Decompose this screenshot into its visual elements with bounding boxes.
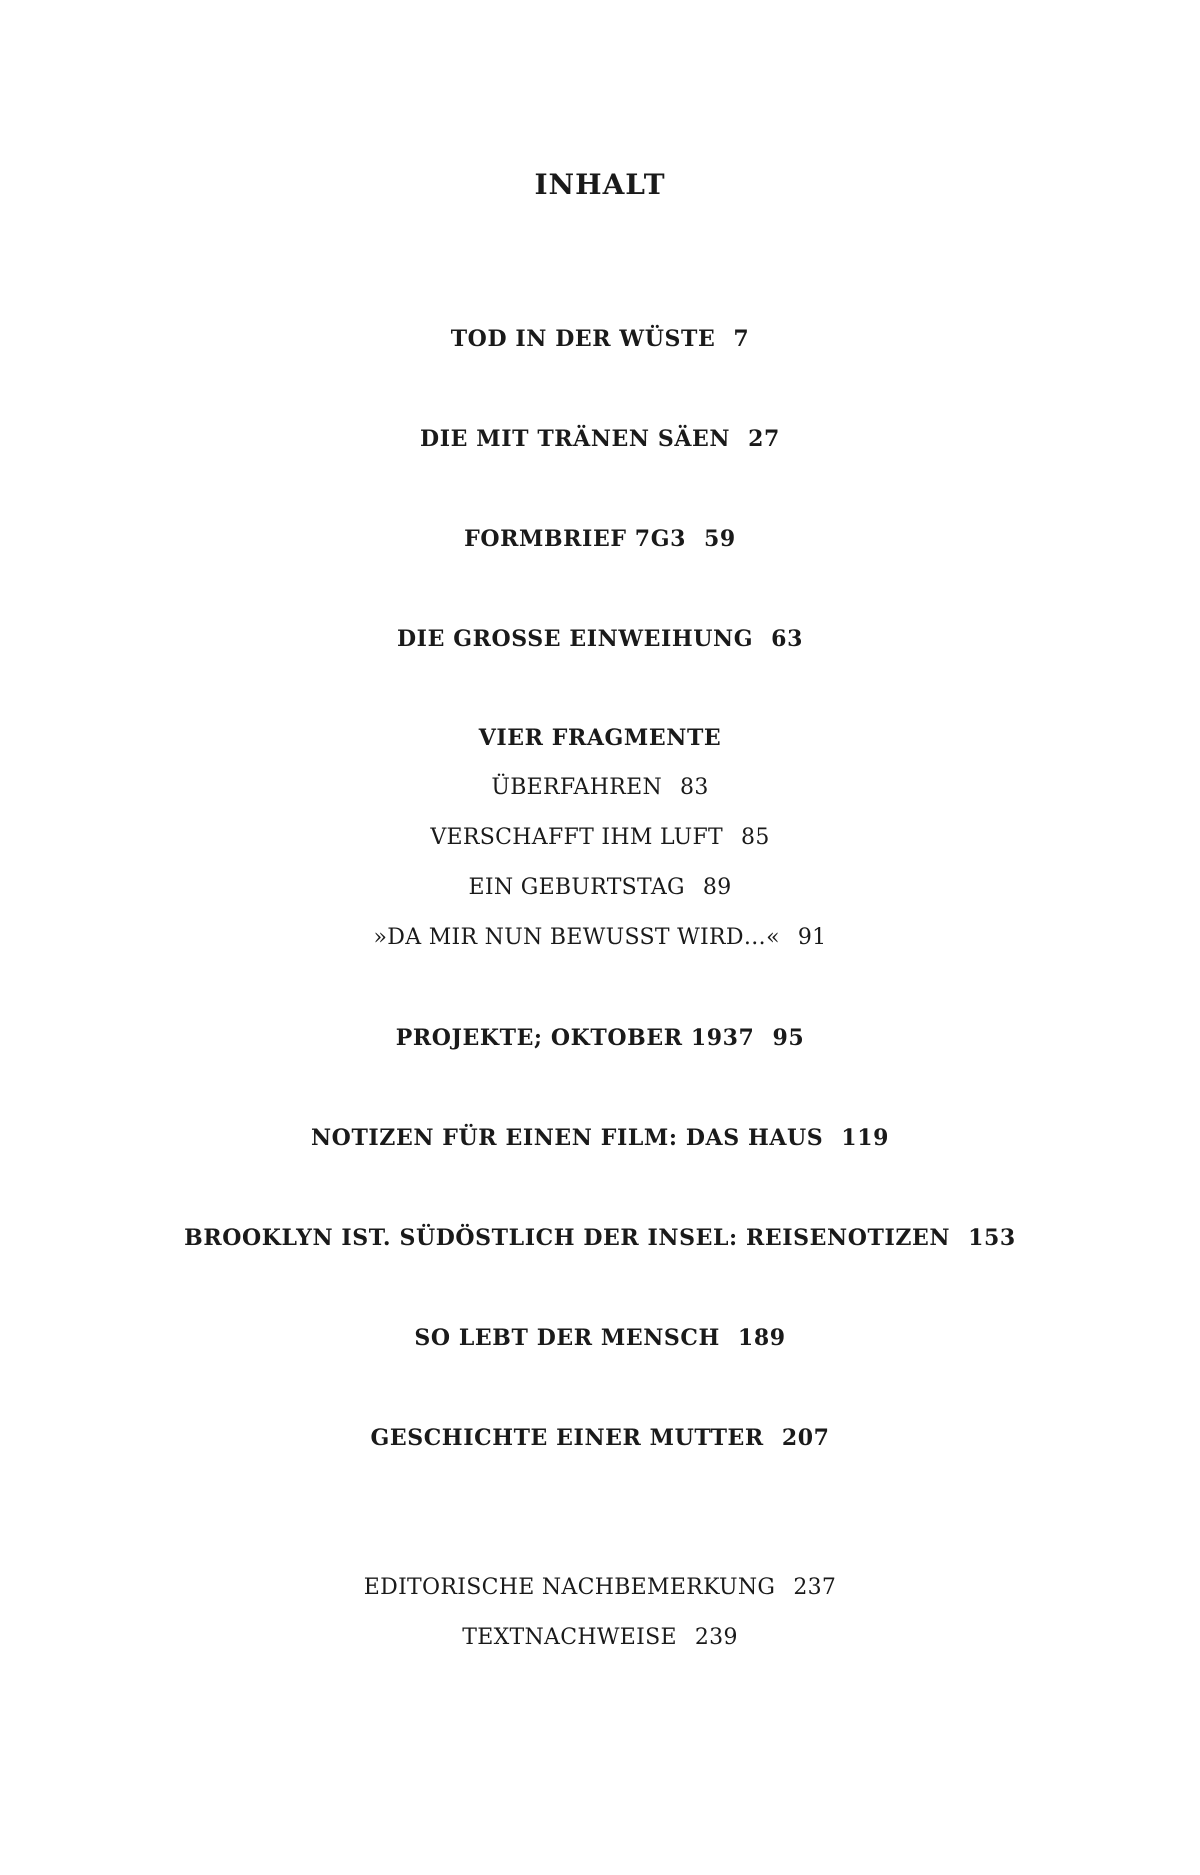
toc-entry [0, 328, 1200, 350]
toc-entry-page: 237 [793, 1575, 837, 1600]
toc-entry [0, 628, 1200, 650]
toc-entry-title: ÜBERFAHREN [491, 775, 663, 800]
toc-entry-title: NOTIZEN FÜR EINEN FILM: DAS HAUS [310, 1125, 824, 1151]
toc-entry-title: BROOKLYN IST. SÜDÖSTLICH DER INSEL: REISENOTIZEN [184, 1225, 951, 1251]
toc-subentry [0, 827, 1200, 849]
toc-entry [0, 428, 1200, 450]
page-title: INHALT [534, 168, 666, 201]
toc-appendix-entry [0, 1627, 1200, 1649]
toc-entry-page: 189 [737, 1325, 786, 1351]
toc-entry-page: 95 [772, 1025, 805, 1051]
toc-entry-page: 59 [704, 526, 736, 552]
toc-entry-page: 207 [781, 1425, 830, 1451]
toc-subentry [0, 777, 1200, 799]
toc-entry-title: TEXTNACHWEISE [462, 1625, 677, 1650]
toc-entry [0, 1327, 1200, 1349]
toc-entry-page: 91 [797, 925, 827, 950]
toc-subentry [0, 877, 1200, 899]
toc-entry-title: TOD IN DER WÜSTE [450, 326, 716, 352]
toc-entry-page: 63 [771, 626, 803, 652]
toc-entry [0, 1427, 1200, 1449]
toc-entry-title: GESCHICHTE EINER MUTTER [370, 1425, 764, 1451]
toc-entry-page: 153 [968, 1225, 1016, 1251]
toc-entry-title: EDITORISCHE NACHBEMERKUNG [363, 1575, 776, 1600]
toc-entry-page: 119 [841, 1125, 890, 1151]
toc-entry-page: 85 [741, 825, 770, 850]
toc-entry-title: DIE GROSSE EINWEIHUNG [397, 626, 754, 652]
toc-entry-title: PROJEKTE; OKTOBER 1937 [395, 1025, 755, 1051]
toc-entry [0, 1227, 1200, 1249]
toc-entry [0, 1127, 1200, 1149]
toc-entry [0, 528, 1200, 550]
toc-entry-page: 7 [733, 326, 750, 352]
toc-entry-page: 27 [748, 426, 780, 452]
toc-entry-title: SO LEBT DER MENSCH [414, 1325, 720, 1351]
toc-entry-page: 239 [694, 1625, 738, 1650]
toc-entry-title: FORMBRIEF 7G3 [464, 526, 686, 552]
toc-section-heading [0, 727, 1200, 749]
toc-entry-title: VIER FRAGMENTE [478, 725, 722, 751]
toc-entry-page: 89 [702, 875, 732, 900]
toc-entry-title: EIN GEBURTSTAG [468, 875, 685, 900]
toc-subentry [0, 927, 1200, 949]
toc-appendix-entry [0, 1577, 1200, 1599]
toc-entry-title: VERSCHAFFT IHM LUFT [430, 825, 724, 850]
toc-entry-title: DIE MIT TRÄNEN SÄEN [420, 426, 731, 452]
toc-entry [0, 1027, 1200, 1049]
toc-entry-title: »DA MIR NUN BEWUSST WIRD…« [373, 925, 780, 950]
toc-entry-page: 83 [680, 775, 709, 800]
